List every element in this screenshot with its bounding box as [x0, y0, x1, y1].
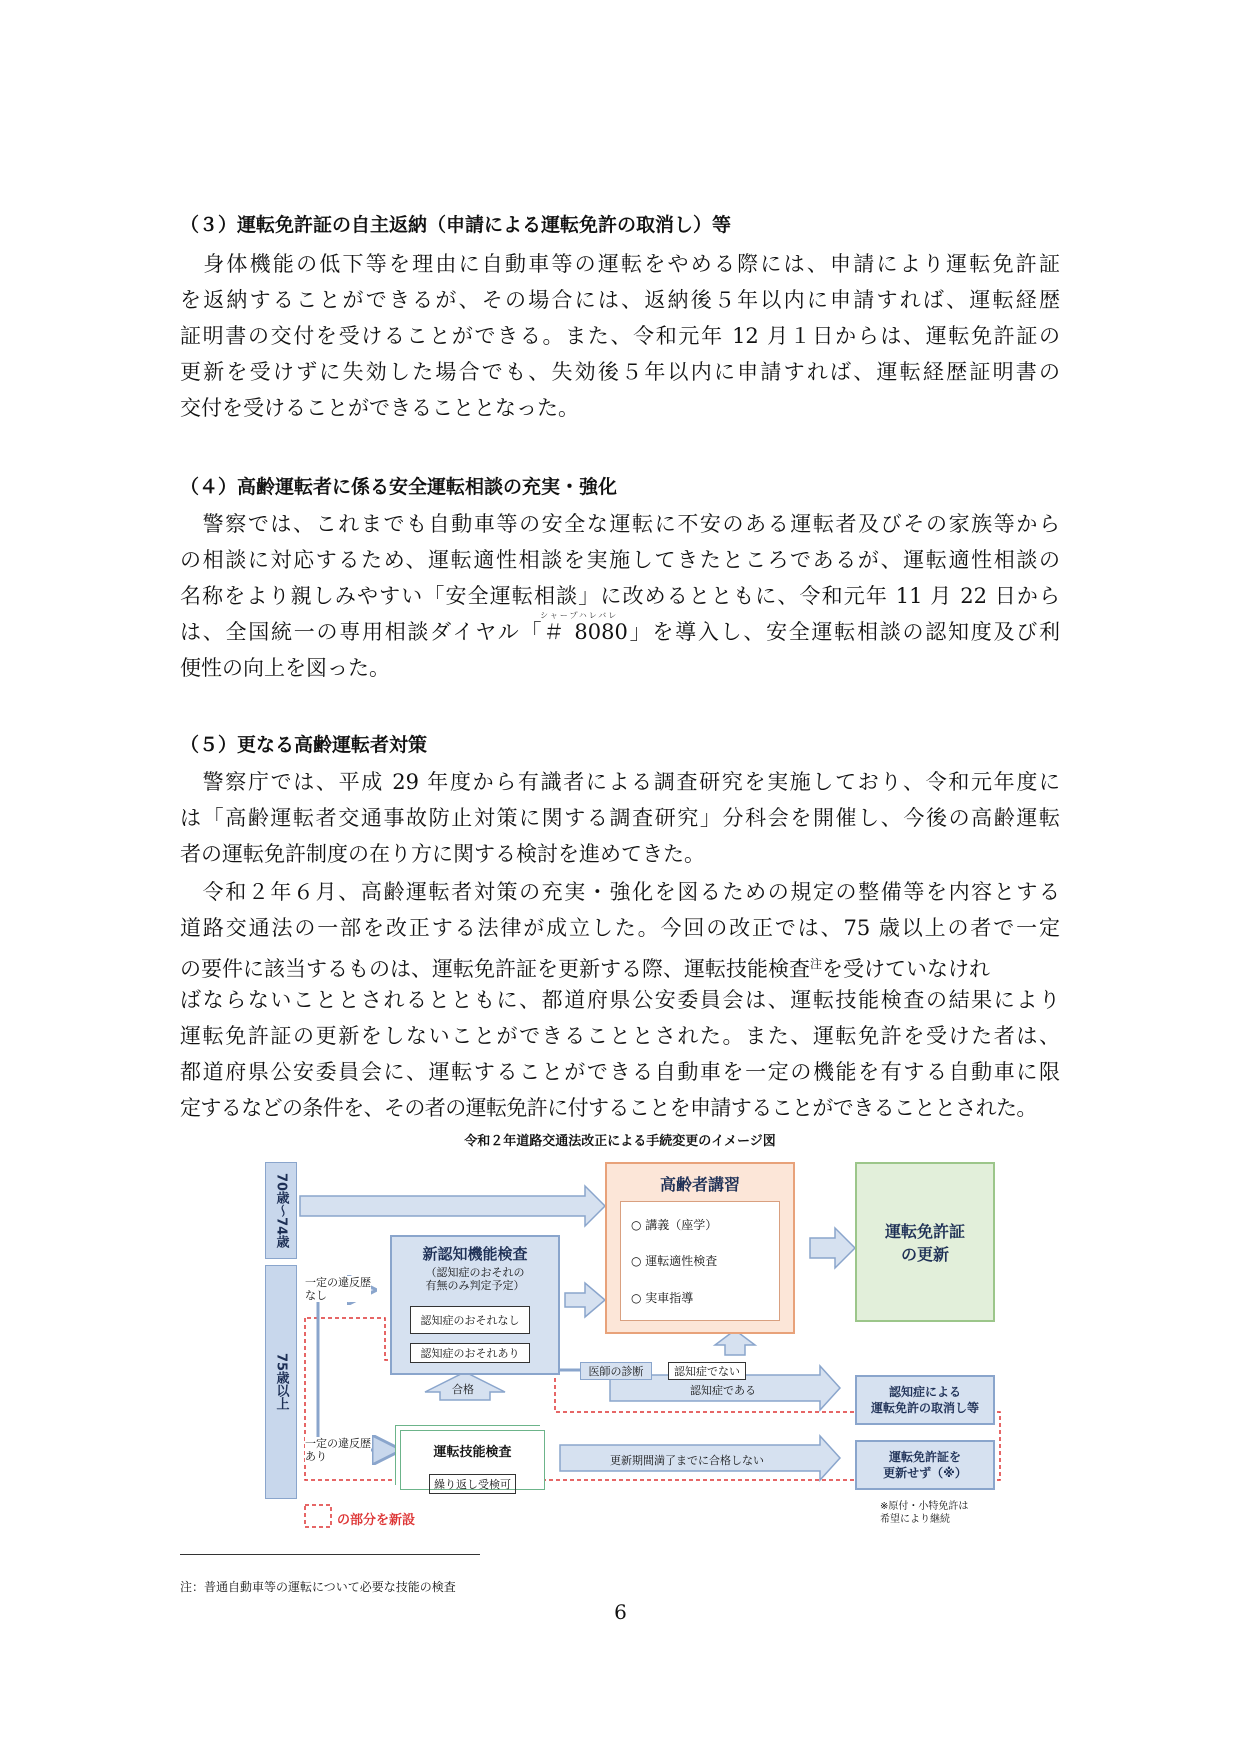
section-4-line: の相談に対応するため、運転適性相談を実施してきたところであるが、運転適性相談の	[180, 548, 1060, 572]
section-5-line: は「高齢運転者交通事故防止対策に関する調査研究」分科会を開催し、今後の高齢運転	[180, 806, 1060, 830]
section-5-line: 令和２年６月、高齢運転者対策の充実・強化を図るための規定の整備等を内容とする	[180, 880, 1060, 904]
section-5-line: の要件に該当するものは、運転免許証を更新する際、運転技能検査$^注$を受けていなけれ	[180, 957, 991, 981]
age-75-box: 75歳以上	[265, 1265, 297, 1499]
skill-test-box	[400, 1430, 545, 1490]
no-renew-box: 運転免許証を 更新せず（※）	[855, 1440, 995, 1490]
section-3-line: 証明書の交付を受けることができる。また、令和元年 12 月１日からは、運転免許証の	[180, 324, 1060, 348]
footnote: 注：普通自動車等の運転について必要な技能の検査	[180, 1580, 456, 1594]
risk-box: 認知症のおそれあり	[410, 1343, 530, 1363]
lecture-items	[620, 1201, 780, 1321]
section-3-heading: （３）運転免許証の自主返納（申請による運転免許の取消し）等	[180, 214, 732, 236]
lecture-item: ○ 実車指導	[631, 1291, 694, 1306]
renew-box: 運転免許証 の更新	[855, 1162, 995, 1322]
age-70-74-box: 70歳〜74歳	[265, 1162, 297, 1259]
legend-label: の部分を新設	[337, 1513, 416, 1528]
pass-label: 合格	[452, 1383, 474, 1396]
doctor-diagnosis-label: 医師の診断	[580, 1362, 652, 1380]
arrow-to-renew	[810, 1228, 855, 1268]
retry-label: 繰り返し受検可	[429, 1474, 516, 1494]
revoke-box: 認知症による 運転免許の取消し等	[855, 1375, 995, 1425]
section-4-heading: （４）高齢運転者に係る安全運転相談の充実・強化	[180, 476, 618, 498]
section-5-line: 運転免許証の更新をしないことができることとされた。また、運転免許を受けた者は、	[180, 1024, 1060, 1048]
section-5-line: 道路交通法の一部を改正する法律が成立した。今回の改正では、75 歳以上の者で一定	[180, 916, 1060, 940]
senior-lecture-box	[605, 1162, 795, 1334]
senior-lecture-title: 高齢者講習	[659, 1175, 740, 1194]
not-pass-label: 更新期間満了までに合格しない	[610, 1454, 764, 1467]
violation-label: 一定の違反歴 あり	[305, 1437, 371, 1463]
section-4-line: 便性の向上を図った。	[180, 656, 390, 680]
section-5-line: 者の運転免許制度の在り方に関する検討を進めてきた。	[180, 842, 705, 866]
footnote-rule	[180, 1554, 480, 1555]
arrow-70-74-to-lecture	[300, 1186, 605, 1226]
section-5-line: 定するなどの条件を、その者の運転免許に付することを申請することができることとされた。	[180, 1096, 1037, 1120]
no-violation-label: 一定の違反歴 なし	[305, 1276, 371, 1302]
page-number: 6	[614, 1600, 627, 1624]
section-5-line: 都道府県公安委員会に、運転することができる自動車を一定の機能を有する自動車に限	[180, 1060, 1060, 1084]
no-risk-box: 認知症のおそれなし	[410, 1306, 530, 1334]
cognitive-test-title: 新認知機能検査	[422, 1245, 528, 1263]
lecture-item: ○ 運転適性検査	[631, 1254, 718, 1269]
section-3-line: を返納することができるが、その場合には、返納後５年以内に申請すれば、運転経歴	[180, 288, 1060, 312]
section-3-line: 身体機能の低下等を理由に自動車等の運転をやめる際には、申請により運転免許証	[180, 252, 1060, 276]
section-4-line: 警察では、これまでも自動車等の安全な運転に不安のある運転者及びその家族等から	[180, 512, 1060, 536]
figure-title: 令和２年道路交通法改正による手続変更のイメージ図	[464, 1134, 776, 1149]
section-5-heading: （５）更なる高齢運転者対策	[180, 734, 428, 756]
asterisk-note: ※原付・小特免許は 希望により継続	[880, 1501, 969, 1525]
note-mark: 注	[810, 957, 823, 971]
section-4-line: は、全国統一の専用相談ダイヤル「＃ 8080」を導入し、安全運転相談の認知度及び利	[180, 620, 1060, 644]
section-3-line: 更新を受けずに失効した場合でも、失効後５年以内に申請すれば、運転経歴証明書の	[180, 360, 1060, 384]
section-5-line: ばならないこととされるとともに、都道府県公安委員会は、運転技能検査の結果により	[180, 988, 1060, 1012]
arrow-to-lecture	[565, 1283, 605, 1317]
lecture-item: ○ 講義（座学）	[631, 1217, 718, 1232]
cognitive-test-subtitle: （認知症のおそれの 有無のみ判定予定）	[425, 1266, 525, 1292]
legend-dashed-box	[305, 1505, 331, 1527]
dementia-label: 認知症である	[690, 1384, 756, 1397]
skill-test-title: 運転技能検査	[433, 1445, 512, 1460]
section-5-line: 警察庁では、平成 29 年度から有識者による調査研究を実施しており、令和元年度に	[180, 770, 1060, 794]
section-4-line: 名称をより親しみやすい「安全運転相談」に改めるとともに、令和元年 11 月 22 日から	[180, 584, 1060, 608]
ruby-annotation: シャープハレバレ	[540, 611, 619, 620]
not-dementia-label: 認知症でない	[668, 1362, 746, 1380]
section-3-line: 交付を受けることができることとなった。	[180, 396, 579, 420]
